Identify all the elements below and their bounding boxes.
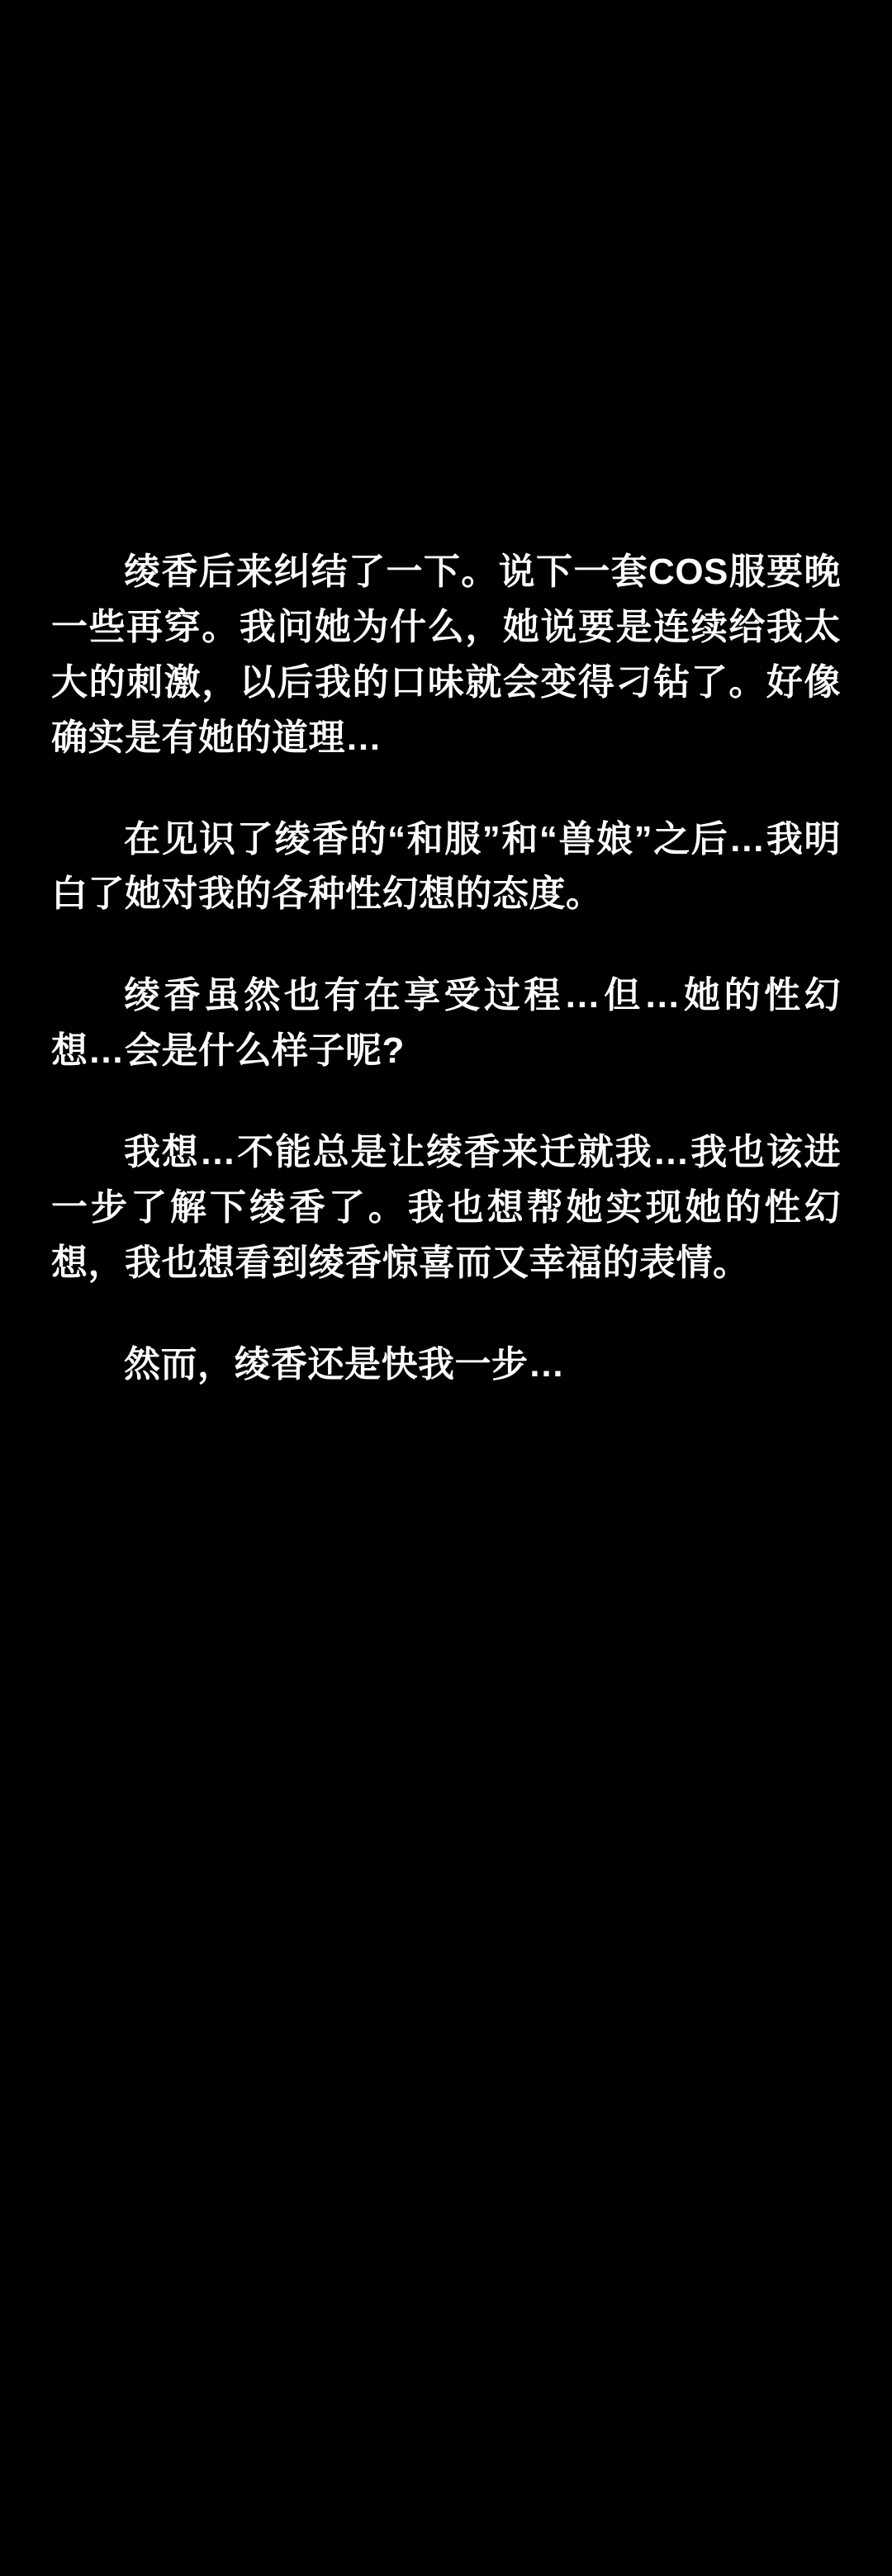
- story-paragraph: 绫香虽然也有在享受过程…但…她的性幻想…会是什么样子呢?: [51, 975, 841, 1072]
- story-paragraph: 然而，绫香还是快我一步…: [124, 1343, 565, 1385]
- story-paragraph: 我想…不能总是让绫香来迁就我…我也该进一步了解下绫香了。我也想帮她实现她的性幻想，我也想看到绫香惊喜而又幸福的表情。: [51, 1132, 841, 1283]
- story-paragraph: 绫香后来纠结了一下。说下一套COS服要晚一些再穿。我问她为什么，她说要是连续给我太大的刺激，以后我的口味就会变得刁钻了。好像确实是有她的道理…: [51, 552, 841, 758]
- story-paragraph: 在见识了绫香的“和服”和“兽娘”之后…我明白了她对我的各种性幻想的态度。: [51, 818, 841, 915]
- story-text-block: [51, 545, 841, 1393]
